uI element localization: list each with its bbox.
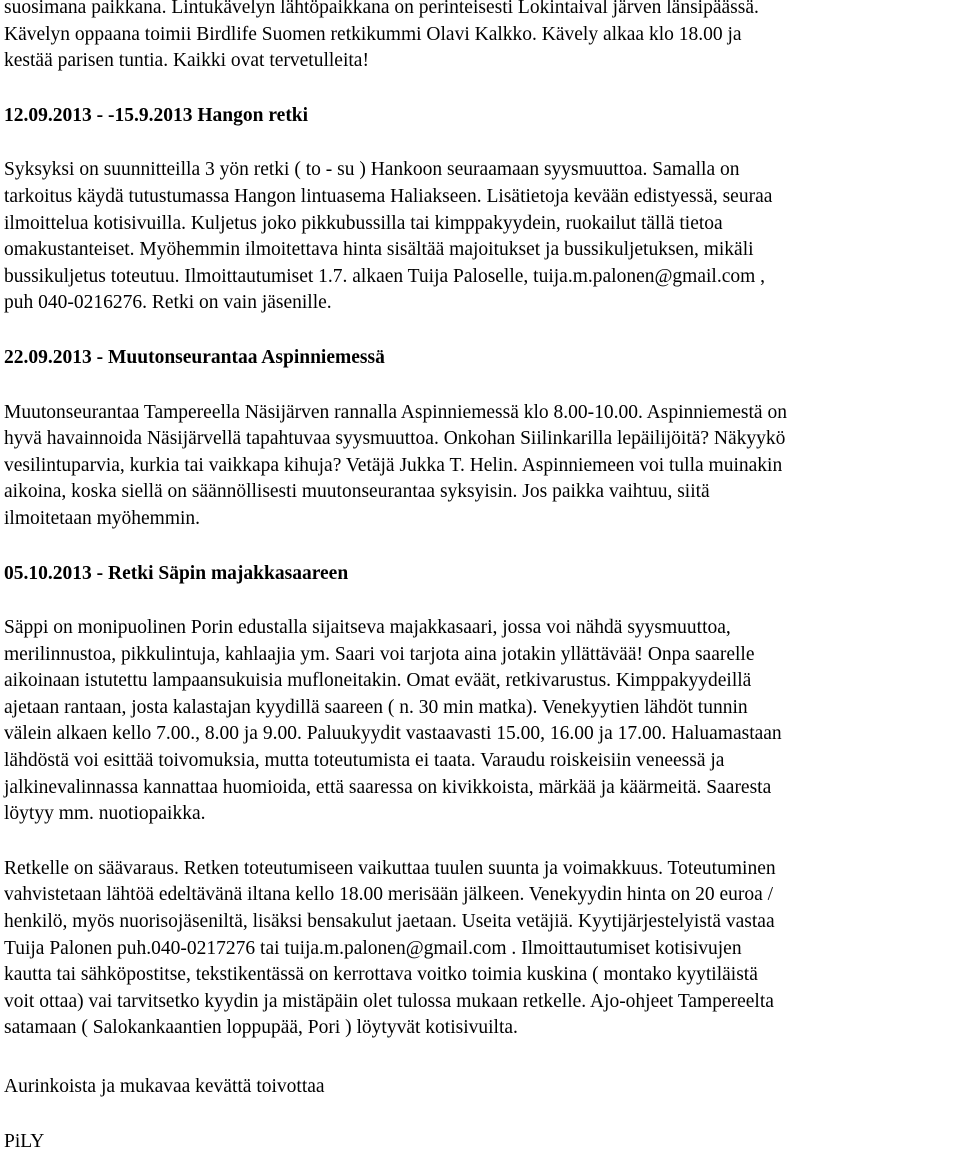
text-line: aikoinaan istutettu lampaansukuisia mufloneitakin. Omat eväät, retkivarustus. Kimppakyydeillä bbox=[4, 670, 752, 692]
event-date: 12.09.2013 - -15.9.2013 bbox=[4, 104, 193, 126]
event-title: - Muutonseurantaa Aspinniemessä bbox=[96, 346, 385, 368]
text-line: lähdöstä voi esittää toivomuksia, mutta toteutumista ei taata. Varaudu roiskeisiin veneessä ja bbox=[4, 750, 725, 772]
text-line: kautta tai sähköpostitse, tekstikentässä on kerrottava voitko toimia kuskina ( montako kyytiläistä bbox=[4, 964, 758, 986]
text-line: ajetaan rantaan, josta kalastajan kyydillä saareen ( n. 30 min matka). Venekyytien lähdöt tunnin bbox=[4, 696, 748, 718]
text-line: hyvä havainnoida Näsijärvellä tapahtuvaa syysmuuttoa. Onkohan Siilinkarilla lepäilijöitä? Näkyykö bbox=[4, 428, 786, 450]
event-heading-aspinniemi bbox=[4, 345, 954, 372]
event-details-sappi bbox=[4, 856, 954, 1042]
text-line: voit ottaa) vai tarvitsetko kyydin ja mistäpäin olet tulossa mukaan retkelle. Ajo-ohjeet Tampereelta bbox=[4, 990, 774, 1012]
text-line: välein alkaen kello 7.00., 8.00 ja 9.00. Paluukyydit vastaavasti 15.00, 16.00 ja 17.00. Haluamastaan bbox=[4, 723, 782, 745]
text-line: vesilintuparvia, kurkia tai vaikkapa kihuja? Vetäjä Jukka T. Helin. Aspinniemeen voi tulla muinakin bbox=[4, 454, 783, 476]
text-line: suosimana paikkana. Lintukävelyn lähtöpaikkana on perinteisesti Lokintaival järven länsipäässä. bbox=[4, 0, 759, 18]
text-line: tarkoitus käydä tutustumassa Hangon lintuasema Haliakseen. Lisätietoja kevään edistyessä, seuraa bbox=[4, 185, 773, 207]
closing-text: Aurinkoista ja mukavaa kevättä toivottaa bbox=[4, 1076, 325, 1097]
event-body-hanko bbox=[4, 157, 954, 317]
text-line: merilinnustoa, pikkulintuja, kahlaajia ym. Saari voi tarjota aina jotakin yllättävää! Onpa saarelle bbox=[4, 643, 755, 665]
document-page bbox=[4, 0, 954, 1155]
text-line: Kävelyn oppaana toimii Birdlife Suomen retkikummi Olavi Kalkko. Kävely alkaa klo 18.00 ja bbox=[4, 23, 742, 45]
text-line: Syksyksi on suunnitteilla 3 yön retki ( to - su ) Hankoon seuraamaan syysmuuttoa. Samalla on bbox=[4, 159, 740, 181]
text-line: löytyy mm. nuotiopaikka. bbox=[4, 803, 206, 825]
text-line: ilmoittelua kotisivuilla. Kuljetus joko pikkubussilla tai kimppakyydein, ruokailut tällä tietoa bbox=[4, 212, 723, 234]
text-line: aikoina, koska siellä on säännöllisesti muutonseurantaa syksyisin. Jos paikka vaihtuu, siitä bbox=[4, 481, 710, 503]
text-line: jalkinevalinnassa kannattaa huomioida, että saaressa on kivikkoista, märkää ja käärmeitä. Saaresta bbox=[4, 776, 772, 798]
event-body-sappi bbox=[4, 615, 954, 828]
event-title: - Retki Säpin majakkasaareen bbox=[96, 562, 349, 584]
text-line: kestää parisen tuntia. Kaikki ovat tervetulleita! bbox=[4, 50, 369, 72]
event-title: Hangon retki bbox=[197, 104, 309, 126]
text-line: Säppi on monipuolinen Porin edustalla sijaitseva majakkasaari, jossa voi nähdä syysmuuttoa, bbox=[4, 617, 731, 639]
event-date: 05.10.2013 bbox=[4, 562, 92, 584]
text-line: Tuija Palonen puh.040-0217276 tai tuija.m.palonen@gmail.com . Ilmoittautumiset kotisivujen bbox=[4, 937, 742, 959]
text-line: omakustanteiset. Myöhemmin ilmoitettava hinta sisältää majoitukset ja bussikuljetuksen, mikäli bbox=[4, 239, 754, 261]
text-line: bussikuljetus toteutuu. Ilmoittautumiset 1.7. alkaen Tuija Paloselle, tuija.m.palonen@gmail.com , bbox=[4, 265, 766, 287]
event-date: 22.09.2013 bbox=[4, 346, 92, 368]
event-heading-sappi bbox=[4, 561, 954, 588]
event-heading-hanko bbox=[4, 103, 954, 130]
text-line: satamaan ( Salokankaantien loppupää, Pori ) löytyvät kotisivuilta. bbox=[4, 1017, 518, 1039]
signature: PiLY bbox=[4, 1130, 45, 1152]
text-line: Muutonseurantaa Tampereella Näsijärven rannalla Aspinniemessä klo 8.00-10.00. Aspinniemestä on bbox=[4, 401, 787, 423]
intro-paragraph bbox=[4, 0, 954, 75]
event-body-aspinniemi bbox=[4, 400, 954, 533]
text-line: vahvistetaan lähtöä edeltävänä iltana kello 18.00 merisään jälkeen. Venekyydin hinta on 20 euroa / bbox=[4, 884, 774, 906]
text-line: Retkelle on säävaraus. Retken toteutumiseen vaikuttaa tuulen suunta ja voimakkuus. Toteutuminen bbox=[4, 857, 776, 879]
text-line: puh 040-0216276. Retki on vain jäsenille. bbox=[4, 292, 332, 314]
text-line: ilmoitetaan myöhemmin. bbox=[4, 507, 201, 529]
text-line: henkilö, myös nuorisojäseniltä, lisäksi bensakulut jaetaan. Useita vetäjiä. Kyytijärjestelyistä vastaa bbox=[4, 911, 775, 933]
